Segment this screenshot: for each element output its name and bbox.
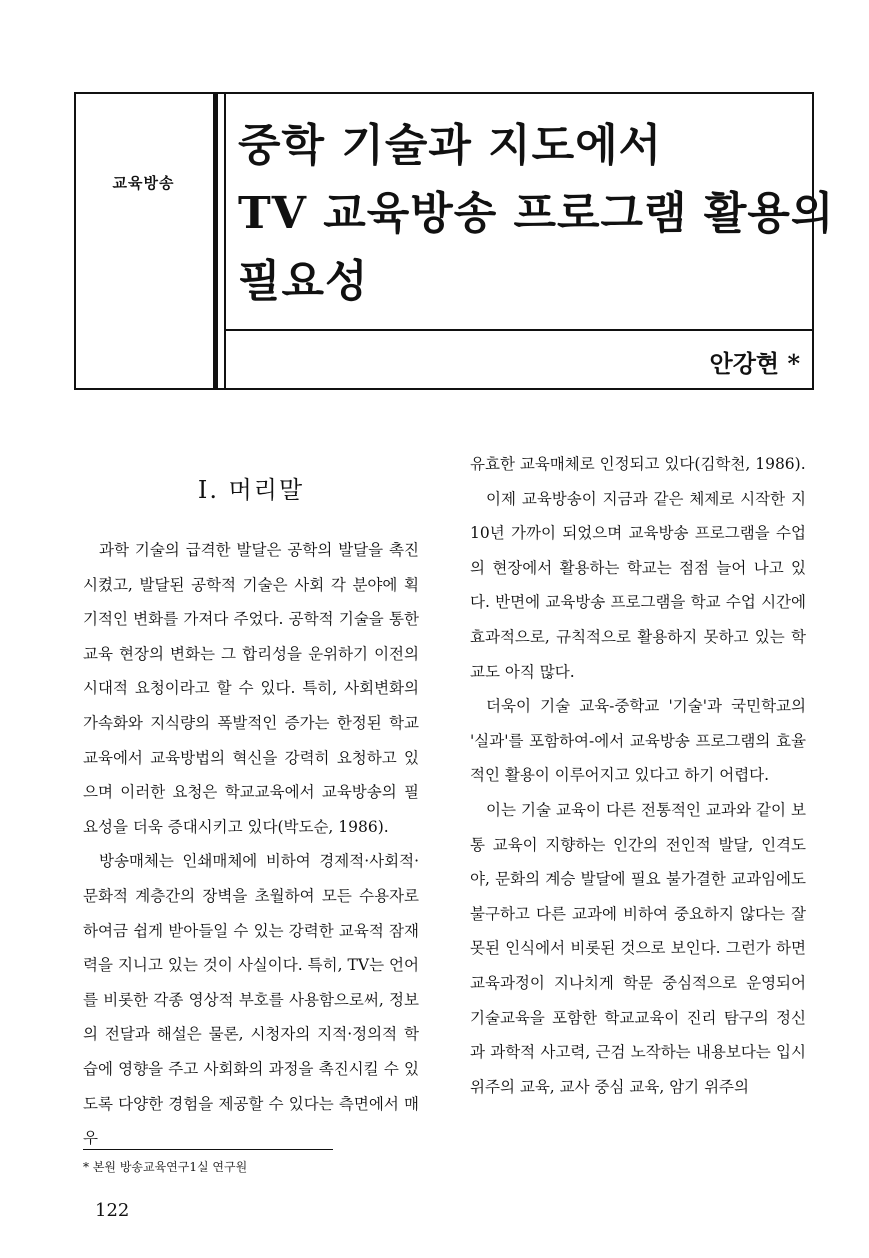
paragraph: 이는 기술 교육이 다른 전통적인 교과와 같이 보통 교육이 지향하는 인간의 전인적 발달, 인격도야, 문화의 계승 발달에 필요 불가결한 교과임에도 불구하고 다른 교과에 비하여 중요하지 않다는 잘못된 인식에서 비롯된 것으로 보인다. 그런가 하면 교육과정이 지나치게 학문 중심적으로 운영되어 기술교육을 포함한 학교교육이 진리 탐구의 정신과 과학적 사고력, 근검 노작하는 내용보다는 입시 위주의 교육, 교사 중심 교육, 암기 위주의 (470, 800, 806, 1096)
title-underline (226, 329, 812, 331)
paragraph: 이제 교육방송이 지금과 같은 체제로 시작한 지 10년 가까이 되었으며 교육방송 프로그램을 수업의 현장에서 활용하는 학교는 점점 늘어 나고 있다. 반면에 교육방송 프로그램을 학교 수업 시간에 효과적으로, 규칙적으로 활용하지 못하고 있는 학교도 아직 많다. (470, 489, 806, 681)
footnote: * 본원 방송교육연구1실 연구원 (83, 1160, 248, 1174)
right-column (470, 447, 806, 1104)
section-label: 교육방송 (112, 174, 175, 192)
title-line-1: 중학 기술과 지도에서 (238, 120, 663, 171)
title-box (74, 92, 835, 390)
title-divider-thick (213, 92, 218, 390)
paragraph-continuation: 유효한 교육매체로 인정되고 있다(김학천, 1986). (470, 455, 806, 473)
paragraph: 더욱이 기술 교육-중학교 '기술'과 국민학교의 '실과'를 포함하여-에서 교육방송 프로그램의 효율적인 활용이 이루어지고 있다고 하기 어렵다. (470, 697, 806, 785)
paragraph: 방송매체는 인쇄매체에 비하여 경제적·사회적·문화적 계층간의 장벽을 초월하여 모든 수용자로 하여금 쉽게 받아들일 수 있는 강력한 교육적 잠재력을 지니고 있는 것이 사실이다. 특히, TV는 언어를 비롯한 각종 영상적 부호를 사용함으로써, 정보의 전달과 해설은 물론, 시청자의 지적·정의적 학습에 영향을 주고 사회화의 과정을 촉진시킬 수 있도록 다양한 경험을 제공할 수 있다는 측면에서 매우 (83, 852, 419, 1148)
title-line-2: TV 교육방송 프로그램 활용의 (238, 188, 835, 239)
author-name: 안강현 * (709, 349, 800, 378)
title-divider-thin (224, 92, 226, 390)
footnote-divider (83, 1149, 333, 1150)
left-column (83, 533, 419, 1156)
paragraph: 과학 기술의 급격한 발달은 공학의 발달을 촉진시켰고, 발달된 공학적 기술은 사회 각 분야에 획기적인 변화를 가져다 주었다. 공학적 기술을 통한 교육 현장의 변화는 그 합리성을 운위하기 이전의 시대적 요청이라고 할 수 있다. 특히, 사회변화의 가속화와 지식량의 폭발적인 증가는 한정된 학교교육에서 교육방법의 혁신을 강력히 요청하고 있으며 이러한 요청은 학교교육에서 교육방송의 필요성을 더욱 증대시키고 있다(박도순, 1986). (83, 541, 419, 836)
article-title (238, 112, 835, 316)
title-line-3: 필요성 (238, 256, 369, 307)
section-heading: Ⅰ. 머리말 (197, 476, 305, 504)
page-number: 122 (95, 1200, 130, 1221)
